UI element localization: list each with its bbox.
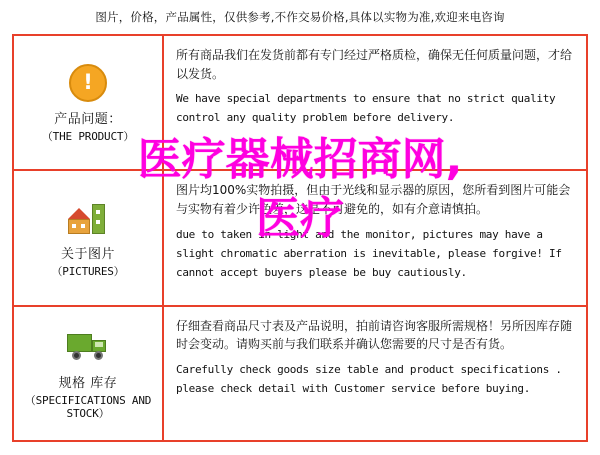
row-content-cell-specifications <box>164 307 586 440</box>
product-info-table <box>12 34 588 442</box>
truck-icon <box>67 326 109 368</box>
row-content-cell-product <box>164 36 586 169</box>
row-label-en: （SPECIFICATIONS AND STOCK） <box>24 393 152 421</box>
row-label-cell-product <box>14 36 164 169</box>
top-disclaimer: 图片，价格，产品属性，仅供参考,不作交易价格,具体以实物为准,欢迎来电咨询 <box>95 10 505 24</box>
row-label-en: （PICTURES） <box>51 265 125 279</box>
row-label-en: （THE PRODUCT） <box>41 129 135 143</box>
row-label-cn: 规格 库存 <box>58 375 118 391</box>
row-text-cn: 仔细查看商品尺寸表及产品说明，拍前请咨询客服所需规格！另所因库存随时会变动。请购买前与我们联系并确认您需要的尺寸是否有货。 <box>176 318 573 352</box>
row-text-cn: 图片均100%实物拍摄，但由于光线和显示器的原因，您所看到图片可能会与实物有着少许色差，这是不可避免的，如有介意请慎拍。 <box>176 183 571 216</box>
table-row <box>14 171 586 306</box>
watermark-line-2: 医疗 <box>256 193 344 245</box>
row-label-cn: 产品问题： <box>54 111 122 127</box>
factory-icon <box>67 197 109 239</box>
row-label-cell-pictures <box>14 171 164 304</box>
row-label-cell-specifications <box>14 307 164 440</box>
table-row <box>14 307 586 440</box>
row-content-cell-pictures <box>164 171 586 304</box>
watermark-line-1: 医疗器械招商网, <box>137 134 463 185</box>
row-text-en: Carefully check goods size table and product specifications . please check detail with Customer service before buying. <box>176 362 562 396</box>
row-text-cn: 所有商品我们在发货前都有专门经过严格质检，确保无任何质量问题，才给以发货。 <box>176 48 573 81</box>
table-row <box>14 36 586 171</box>
row-label-cn: 关于图片 <box>60 247 115 263</box>
warning-exclamation-icon: ! <box>67 62 109 104</box>
row-text-en: We have special departments to ensure that no strict quality control any quality problem before delivery. <box>176 92 556 125</box>
row-text-en: due to taken in light and the monitor, pictures may have a slight chromatic aberration is inevitable, please forgive! If cannot accept buyers please be buy cautiously. <box>176 227 562 280</box>
